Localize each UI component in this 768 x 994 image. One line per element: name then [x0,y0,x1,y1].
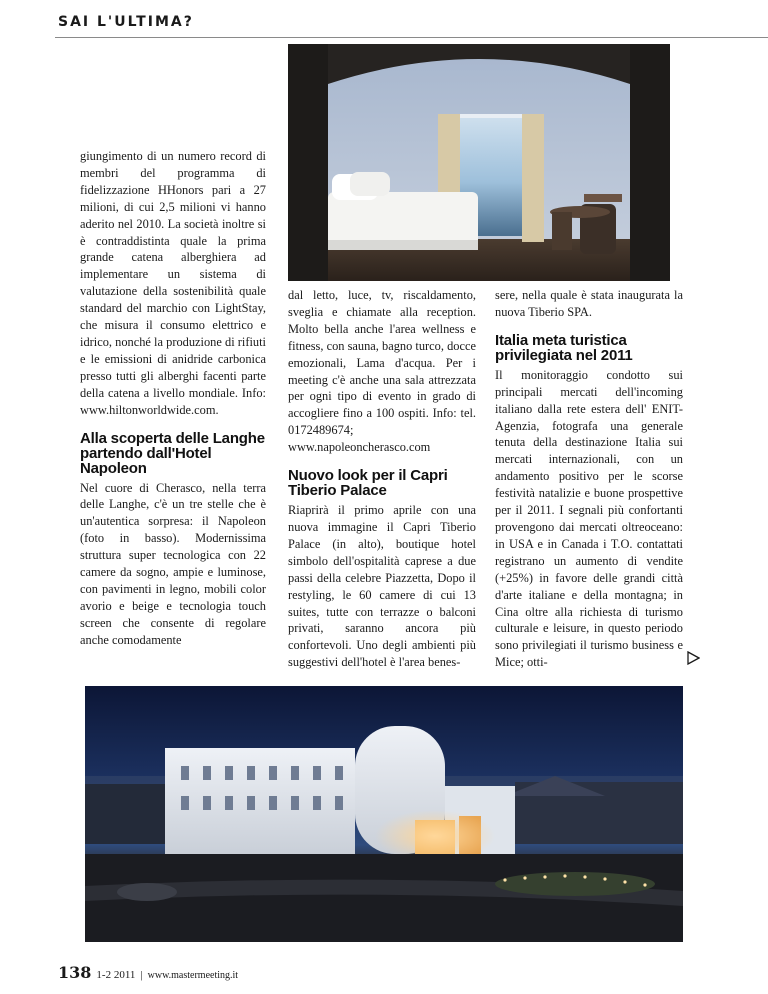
section-title: SAI L'ULTIMA? [58,14,194,30]
napoleon-continued-paragraph: dal letto, luce, tv, riscaldamento, sveglia e chiamate alla reception. Molto bella anche l'area wellness e fitness, con sauna, bagno turco, docce emozionali, Lama d'acqua. Per i meeting c'è anche una sala attrezzata per ogni tipo di evento in grado di accogliere fino a 100 ospiti. Info: tel. 0172489674; www.napoleoncherasco.com [288,288,476,455]
article-column-2 [288,287,476,671]
page-footer [58,963,238,982]
hilton-paragraph: giungimento di un numero record di membri del programma di fidelizzazione HHonors pari a 27 milioni, di cui 2,5 milioni vi hanno aderito nel 2010. La società inoltre si è contraddistinta quale la prima grande catena alberghiera ad implementare un sistema di valutazione della sostenibilità quale standard del marchio con LightStay, che misura il consumo elettrico e idrico, nonché la produzione di rifiuti e le emissioni di anidride carbonica presso tutti gli alberghi facenti parte della catena a livello mondiale. Info: www.hiltonworldwide.com. [80,149,266,417]
hotel-room-photo [288,44,670,281]
article-column-1 [80,148,266,649]
play-triangle-icon [686,651,700,665]
langhe-heading: Alla scoperta delle Langhe partendo dall'Hotel Napoleon [80,429,265,477]
website-link[interactable]: www.mastermeeting.it [147,970,239,981]
hotel-napoleon-photo [85,686,683,942]
page-number: 138 [58,963,92,982]
header-rule [55,37,768,38]
hotel-room-illustration [288,44,670,281]
capri-paragraph: Riaprirà il primo aprile con una nuova immagine il Capri Tiberio Palace (in alto), boutique hotel simbolo dell'ospitalità caprese a due passi della celebre Piazzetta, Dopo il restyling, le 60 camere di cui 13 suites, tutte con terrazze o balconi privati, saranno ancora più confortevoli. Uno degli ambienti più suggestivi dell'hotel è l'area benes- [288,503,476,670]
article-column-3 [495,287,683,671]
capri-continued-paragraph: sere, nella quale è stata inaugurata la nuova Tiberio SPA. [495,288,683,319]
italia-heading: Italia meta turistica privilegiata nel 2011 [495,331,633,364]
hotel-exterior-illustration [85,686,683,942]
capri-heading: Nuovo look per il Capri Tiberio Palace [288,467,448,500]
langhe-paragraph: Nel cuore di Cherasco, nella terra delle Langhe, c'è un tre stelle che è un'autentica sorpresa: il Napoleon (foto in basso). Modernissima struttura super tecnologica con 22 camere da sogno, ampie e luminose, con pavimenti in legno, mobili color avorio e beige e tecnologia touch screen che consente di regolare anche comodamente [80,480,266,647]
issue-date: 1-2 2011 [96,969,136,981]
footer-separator: | [140,969,143,981]
italia-paragraph: Il monitoraggio condotto sui principali mercati dell'incoming italiano dalla rete estera dell' ENIT-Agenzia, fotografa una generale tenuta della destinazione Italia sui mercati internazionali, con un andamento positivo per le scorse festività natalizie e buone prospettive per il 2011. I segnali più confortanti provengono dai mercati oltreoceano: in USA e in Canada i T.O. contattati registrano un aumento di vendite (+25%) in favore delle grandi città d'arte italiane e della montagna; in Cina oltre alla richiesta di turismo culturale e leisure, in questo periodo sono privilegiati il turismo business e Mice; otti- [495,367,683,670]
